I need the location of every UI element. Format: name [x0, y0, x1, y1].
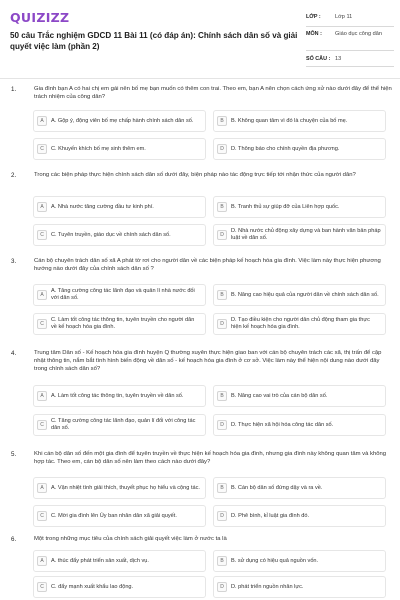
worksheet-header	[0, 0, 400, 72]
option-b[interactable]	[213, 550, 386, 572]
meta-label: SỐ CÂU :	[306, 56, 331, 62]
option-letter: C	[37, 144, 47, 154]
question-number: 5.	[11, 451, 17, 458]
meta-row-grade	[306, 10, 394, 27]
meta-label: LỚP :	[306, 14, 321, 20]
option-d[interactable]	[213, 576, 386, 598]
option-a[interactable]	[33, 385, 206, 407]
worksheet-title: 50 câu Trắc nghiệm GDCD 11 Bài 11 (có đáp án): Chính sách dân số và giải quyết việc làm (phần 2)	[10, 31, 298, 51]
worksheet-meta	[306, 10, 394, 67]
header-divider	[0, 78, 400, 79]
option-d[interactable]	[213, 138, 386, 160]
option-letter: D	[217, 230, 227, 240]
option-letter: D	[217, 420, 227, 430]
option-letter: D	[217, 582, 227, 592]
meta-row-count	[306, 51, 394, 67]
option-letter: D	[217, 511, 227, 521]
option-text: C. đẩy mạnh xuất khẩu lao động.	[51, 583, 134, 590]
option-text: B. sử dụng có hiệu quả nguồn vốn.	[231, 557, 319, 564]
option-b[interactable]	[213, 196, 386, 218]
option-letter: C	[37, 582, 47, 592]
option-letter: C	[37, 511, 47, 521]
option-text: D. Nhà nước chủ động xây dựng và ban hành văn bản pháp luật về dân số.	[231, 228, 381, 241]
option-text: C. Mời gia đình lên Ủy ban nhân dân xã giải quyết.	[51, 512, 177, 519]
option-text: C. Khuyến khích bố mẹ sinh thêm em.	[51, 145, 146, 152]
option-text: B. Nâng cao hiệu quả của người dân về chính sách dân số.	[231, 291, 379, 298]
option-a[interactable]	[33, 196, 206, 218]
option-a[interactable]	[33, 110, 206, 132]
question-text: Khi cán bộ dân số đến một gia đình để tuyên truyền về thực hiện kế hoạch hóa gia đình, nhưng gia đình này không quan tâm và không hợp tác. Theo em, cán bộ dân số nên làm theo cách nào dưới đây?	[34, 451, 387, 465]
option-letter: B	[217, 290, 227, 300]
option-letter: A	[37, 391, 47, 401]
option-text: B. Nâng cao vai trò của cán bộ dân số.	[231, 392, 328, 399]
option-c[interactable]	[33, 505, 206, 527]
option-b[interactable]	[213, 477, 386, 499]
meta-value: Lớp 11	[335, 14, 353, 20]
option-text: A. Gộp ý, động viên bố mẹ chấp hành chính sách dân số.	[51, 117, 194, 124]
option-b[interactable]	[213, 284, 386, 306]
option-b[interactable]	[213, 385, 386, 407]
option-text: D. Thực hiện xã hội hóa công tác dân số.	[231, 421, 334, 428]
question-number: 4.	[11, 350, 17, 357]
quizizz-logo: QUIZIZZ	[10, 10, 70, 25]
option-d[interactable]	[213, 224, 386, 246]
question-text: Trong các biện pháp thực hiện chính sách dân số dưới đây, biện pháp nào tác động trực tiếp tới nhận thức của người dân?	[34, 172, 356, 178]
option-a[interactable]	[33, 284, 206, 306]
question-number: 1.	[11, 86, 17, 93]
option-text: A. Vận nhiệt tình giải thích, thuyết phục họ hiểu và cộng tác.	[51, 484, 200, 491]
option-letter: A	[37, 483, 47, 493]
option-text: A. Tăng cường công tác lãnh đạo và quản lí nhà nước đối với dân số.	[51, 288, 195, 301]
option-d[interactable]	[213, 313, 386, 335]
option-text: B. Tranh thủ sự giúp đỡ của Liên hợp quốc.	[231, 203, 340, 210]
option-letter: A	[37, 556, 47, 566]
option-c[interactable]	[33, 313, 206, 335]
option-text: A. Nhà nước tăng cường đầu tư kinh phí.	[51, 203, 154, 210]
option-text: D. Tạo điều kiện cho người dân chủ động tham gia thực hiện kế hoạch hóa gia đình.	[231, 317, 370, 330]
option-letter: A	[37, 116, 47, 126]
option-letter: C	[37, 420, 47, 430]
option-letter: C	[37, 319, 47, 329]
option-text: A. thúc đẩy phát triển sản xuất, dịch vụ.	[51, 557, 149, 564]
question-text: Cán bộ chuyên trách dân số xã A phát tờ rơi cho người dân về các biện pháp kế hoạch hóa gia đình. Việc làm này thực hiện phương hướng nào dưới đây của chính sách dân số ?	[34, 258, 381, 272]
option-letter: A	[37, 290, 47, 300]
option-b[interactable]	[213, 110, 386, 132]
question-text: Một trong những mục tiêu của chính sách giải quyết việc làm ở nước ta là	[34, 536, 227, 542]
option-letter: B	[217, 391, 227, 401]
option-text: D. phát triển nguồn nhân lực.	[231, 583, 304, 590]
option-c[interactable]	[33, 414, 206, 436]
option-letter: C	[37, 230, 47, 240]
option-a[interactable]	[33, 550, 206, 572]
option-letter: A	[37, 202, 47, 212]
option-d[interactable]	[213, 505, 386, 527]
question-text: Gia đình bạn A có hai chị em gái nên bố mẹ bạn muốn có thêm con trai. Theo em, bạn A nên chọn cách ứng xử nào dưới đây để thể hiện trách nhiệm của công dân?	[34, 86, 392, 100]
meta-row-subject	[306, 27, 394, 51]
question-text: Trung tâm Dân số - Kế hoạch hóa gia đình huyện Q thường xuyên thực hiện giao ban với cán bộ chuyên trách các xã, thị trấn để cập nhật thông tin, nắm bắt tình hình biến động về dân số - kế hoạch hóa gia đình ở cơ sở. Việc làm này thể hiện nội dung nào dưới đây trong chính sách dân số?	[34, 350, 382, 372]
option-c[interactable]	[33, 576, 206, 598]
option-letter: B	[217, 202, 227, 212]
option-text: D. Thông báo cho chính quyền địa phương.	[231, 145, 340, 152]
option-d[interactable]	[213, 414, 386, 436]
option-a[interactable]	[33, 477, 206, 499]
option-text: B. Không quan tâm vì đó là chuyện của bố mẹ.	[231, 117, 348, 124]
option-letter: B	[217, 483, 227, 493]
meta-label: MÔN :	[306, 31, 322, 37]
option-letter: D	[217, 144, 227, 154]
option-text: D. Phê bình, kỉ luật gia đình đó.	[231, 512, 310, 519]
question-number: 2.	[11, 172, 17, 179]
question-number: 6.	[11, 536, 17, 543]
option-letter: B	[217, 556, 227, 566]
question-number: 3.	[11, 258, 17, 265]
option-letter: B	[217, 116, 227, 126]
option-c[interactable]	[33, 224, 206, 246]
meta-value: 13	[335, 56, 342, 62]
option-c[interactable]	[33, 138, 206, 160]
meta-value: Giáo dục công dân	[335, 31, 382, 37]
option-text: B. Cán bộ dân số đứng dậy và ra về.	[231, 484, 323, 491]
option-text: C. Tăng cường công tác lãnh đạo, quản lí đối với công tác dân số.	[51, 418, 196, 431]
option-letter: D	[217, 319, 227, 329]
option-text: C. Tuyên truyền, giáo dục về chính sách dân số.	[51, 231, 171, 238]
option-text: C. Làm tốt công tác thông tin, tuyên truyền cho người dân về kế hoạch hóa gia đình.	[51, 317, 195, 330]
option-text: A. Làm tốt công tác thông tin, tuyên truyền về dân số.	[51, 392, 184, 399]
